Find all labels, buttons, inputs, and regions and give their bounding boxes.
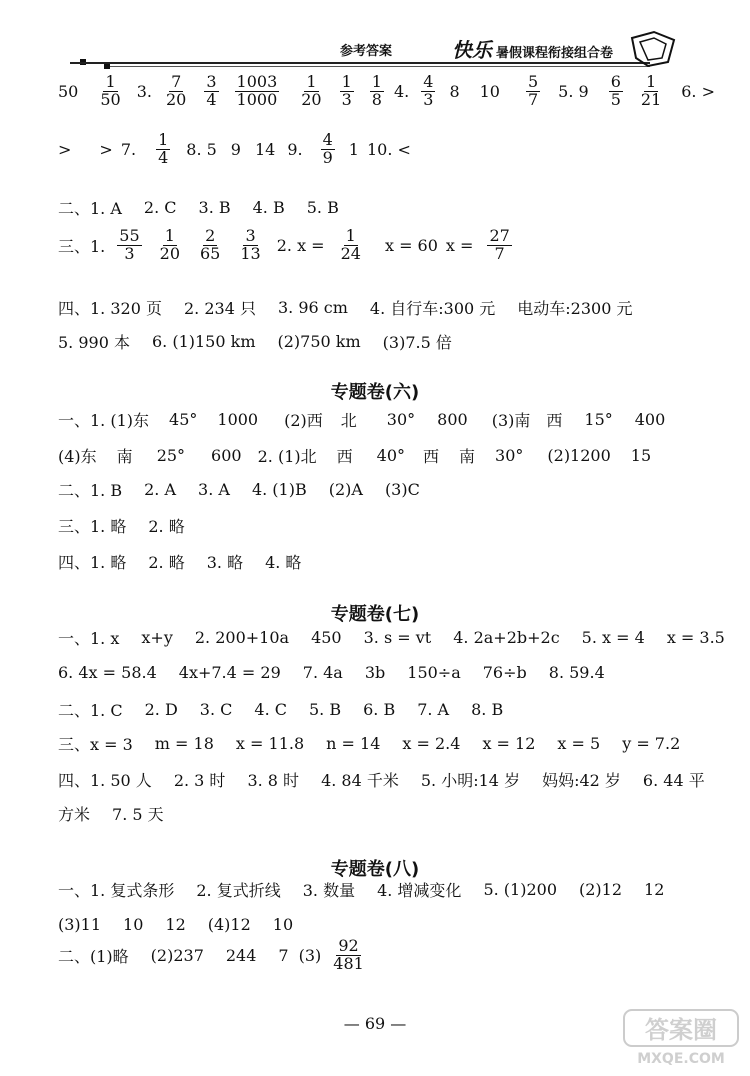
answer-token: 12: [644, 880, 665, 899]
numerator: 27: [489, 226, 510, 245]
answer-token: x = 3.5: [666, 628, 725, 647]
answer-token: 4. C: [254, 700, 287, 719]
answer-token: 5. (1)200: [483, 880, 557, 899]
denominator: 8: [371, 89, 382, 109]
answer-line: [58, 550, 301, 573]
denominator: 481: [333, 953, 364, 973]
answer-token: 7: [278, 945, 289, 965]
answer-token: 三、x = 3: [58, 735, 133, 754]
answer-token: (2)西: [284, 411, 323, 430]
answer-token: 2. 复式折线: [196, 881, 281, 900]
answer-token: 电动车:2300 元: [517, 299, 633, 318]
answer-token: 3. 96 cm: [277, 298, 348, 317]
answer-token: 14: [254, 139, 276, 159]
answer-token: 2. 3 时: [173, 771, 226, 790]
header-rule-thin: [110, 66, 650, 67]
answer-token: 6. >: [681, 81, 716, 101]
answer-token: 3. 略: [206, 553, 244, 572]
denominator: 9: [322, 147, 333, 167]
answer-token: 4x+7.4 = 29: [178, 663, 281, 682]
answer-line: [58, 802, 164, 825]
answer-token: 2. 234 只: [183, 299, 256, 318]
answer-token: 4.: [393, 81, 410, 101]
answer-token: 3. 8 时: [247, 771, 300, 790]
section-title-eight: 专题卷(八): [330, 859, 420, 880]
answer-token: 6. B: [363, 700, 396, 719]
fraction: [156, 132, 170, 167]
watermark-logo-icon: [622, 1008, 740, 1068]
denominator: 3: [423, 89, 434, 109]
answer-token: >: [58, 139, 72, 159]
answer-token: 5. B: [306, 198, 339, 217]
answer-token: 15°: [584, 410, 613, 429]
answer-token: 600: [211, 446, 242, 465]
section-title-seven: 专题卷(七): [330, 604, 420, 625]
answer-token: x = 60: [384, 235, 438, 255]
answer-token: (3)7.5 倍: [382, 333, 452, 352]
denominator: 4: [206, 89, 217, 109]
answer-token: 5. 小明:14 岁: [420, 771, 521, 790]
answer-line: [58, 132, 411, 167]
numerator: 1: [645, 72, 657, 91]
answer-token: 45°: [169, 410, 198, 429]
answer-token: 二、1. C: [58, 701, 123, 720]
fraction: [639, 74, 663, 109]
answer-token: 4. B: [252, 198, 285, 217]
answer-token: 15: [630, 446, 652, 465]
book-logo-icon: [628, 28, 678, 70]
answer-line: [58, 732, 680, 755]
answer-token: 3b: [364, 663, 386, 682]
fraction: [98, 74, 122, 109]
fraction: [487, 228, 511, 263]
answer-token: 4. 84 千米: [321, 771, 399, 790]
answer-token: 5. 990 本: [58, 333, 130, 352]
answer-token: x = 2.4: [402, 734, 461, 753]
fraction: [321, 132, 335, 167]
denominator: 21: [640, 89, 662, 109]
answer-token: 2. D: [144, 700, 178, 719]
answer-token: 5. B: [308, 700, 342, 719]
answer-line: [58, 408, 665, 431]
fraction: [331, 938, 366, 973]
answer-token: 2. A: [144, 480, 177, 499]
answer-token: 10: [479, 81, 500, 101]
numerator: 3: [245, 226, 256, 245]
answer-token: x+y: [141, 628, 173, 647]
answer-token: 25°: [156, 446, 186, 465]
numerator: 4: [322, 130, 333, 149]
numerator: 1: [164, 226, 175, 245]
answer-token: 方米: [58, 805, 91, 824]
answer-token: 4. 增减变化: [377, 881, 462, 900]
answer-token: x =: [445, 235, 474, 255]
answer-line: [58, 296, 632, 319]
svg-text:答案圈: 答案圈: [645, 1016, 717, 1044]
answer-token: 7.: [120, 139, 137, 159]
fraction: [526, 74, 540, 109]
answer-line: [58, 478, 420, 501]
answer-token: 450: [311, 628, 342, 647]
fraction: [164, 74, 188, 109]
answer-line: [58, 444, 651, 467]
fraction: [421, 74, 435, 109]
answer-token: 2. (1)北: [257, 447, 317, 466]
answer-token: 9: [230, 139, 241, 159]
answer-token: 4. (1)B: [251, 480, 307, 499]
answer-token: 2. x =: [276, 235, 325, 255]
answer-token: 二、1. A: [58, 199, 122, 218]
answer-token: 5. x = 4: [581, 628, 645, 647]
answer-token: 一、1. (1)东: [58, 411, 150, 430]
answer-token: 800: [437, 410, 468, 429]
answer-token: 6. 4x = 58.4: [58, 663, 157, 682]
answer-token: 四、1. 略: [58, 553, 127, 572]
denominator: 24: [340, 243, 361, 263]
numerator: 1: [306, 72, 317, 91]
numerator: 6: [610, 72, 621, 91]
answer-token: (2)237: [150, 945, 204, 965]
answer-token: 西: [546, 411, 563, 430]
answer-token: 三、1. 略: [58, 517, 127, 536]
answer-token: 10: [123, 915, 144, 934]
answer-token: 3. A: [198, 480, 230, 499]
answer-token: 7. A: [417, 700, 450, 719]
answer-token: 8. 5: [186, 139, 217, 159]
answer-token: 西: [336, 447, 353, 466]
numerator: 2: [205, 226, 216, 245]
answer-token: m = 18: [154, 734, 214, 753]
answer-token: 2. 200+10a: [194, 628, 290, 647]
answer-token: (3)南: [491, 411, 531, 430]
numerator: 5: [527, 72, 539, 91]
answer-line: [58, 74, 715, 109]
header-series: 暑假课程衔接组合卷: [496, 46, 614, 61]
answer-token: 8. 59.4: [548, 663, 605, 682]
fraction: [609, 74, 623, 109]
fraction: [117, 228, 141, 263]
answer-token: 30°: [495, 446, 524, 465]
denominator: 3: [124, 243, 135, 263]
fraction: [204, 74, 218, 109]
answer-token: 二、(1)略: [58, 946, 129, 966]
answer-token: 3. s = vt: [363, 628, 432, 647]
header-label: 参考答案: [340, 44, 393, 59]
answer-line: [58, 878, 664, 901]
answer-token: 10. <: [366, 139, 411, 159]
answer-token: 7. 4a: [302, 663, 343, 682]
answer-line: [58, 514, 185, 537]
answer-line: [58, 914, 293, 934]
fraction: [198, 228, 222, 263]
answer-token: 北: [340, 411, 357, 430]
answer-line: [58, 662, 605, 682]
answer-token: 一、1. 复式条形: [58, 881, 175, 900]
answer-token: 10: [272, 915, 294, 934]
denominator: 5: [610, 89, 621, 109]
answer-token: (3): [298, 945, 322, 965]
denominator: 3: [341, 89, 352, 109]
answer-token: 3.: [136, 81, 152, 101]
answer-token: (2)1200: [547, 446, 611, 465]
denominator: 20: [165, 89, 187, 109]
numerator: 92: [338, 936, 359, 955]
numerator: 1: [158, 130, 169, 149]
denominator: 7: [494, 243, 505, 263]
answer-token: x = 11.8: [235, 734, 305, 753]
numerator: 55: [119, 226, 140, 245]
answer-token: (2)750 km: [277, 332, 361, 351]
numerator: 1: [345, 226, 356, 245]
answer-token: 2. C: [143, 198, 177, 217]
answer-token: 9.: [287, 139, 303, 159]
answer-token: 四、1. 50 人: [58, 771, 152, 790]
answer-token: (4)12: [207, 915, 251, 934]
answer-token: 西: [423, 447, 440, 466]
denominator: 4: [158, 147, 169, 167]
answer-token: 4. 略: [265, 553, 302, 572]
page-number: — 69 —: [343, 1014, 407, 1033]
answer-token: 40°: [376, 446, 405, 465]
answer-token: 1000: [217, 410, 259, 429]
answer-line: [58, 228, 512, 263]
answer-token: 3. 数量: [302, 881, 356, 900]
answer-token: 8. B: [471, 700, 504, 719]
section-title-six: 专题卷(六): [330, 382, 420, 403]
numerator: 1: [341, 72, 352, 91]
answer-token: 244: [225, 945, 257, 965]
denominator: 65: [200, 243, 221, 263]
denominator: 1000: [236, 89, 278, 109]
answer-token: n = 14: [326, 734, 381, 753]
answer-token: 2. 略: [148, 517, 185, 536]
svg-text:MXQE.COM: MXQE.COM: [637, 1051, 725, 1067]
answer-token: 150÷a: [407, 663, 461, 682]
answer-token: 2. 略: [148, 553, 185, 572]
answer-line: [58, 768, 705, 791]
numerator: 4: [423, 72, 434, 91]
fraction: [158, 228, 182, 263]
answer-token: 妈妈:42 岁: [542, 771, 621, 790]
header-rule: [70, 62, 650, 64]
answer-token: 6. 44 平: [642, 771, 705, 790]
answer-token: y = 7.2: [622, 734, 681, 753]
denominator: 7: [527, 89, 539, 109]
fraction: [238, 228, 262, 263]
answer-token: 四、1. 320 页: [58, 299, 162, 318]
answer-token: x = 12: [482, 734, 536, 753]
answer-token: 7. 5 天: [112, 805, 164, 824]
fraction: [339, 228, 363, 263]
answer-token: 5. 9: [558, 81, 589, 101]
answer-token: >: [99, 139, 113, 159]
answer-line: [58, 196, 339, 219]
denominator: 13: [240, 243, 261, 263]
fraction: [340, 74, 354, 109]
answer-token: 1: [348, 139, 359, 159]
fraction: [299, 74, 323, 109]
numerator: 7: [171, 72, 182, 91]
fraction: [235, 74, 280, 109]
answer-token: 30°: [386, 410, 416, 429]
answer-token: 3. C: [199, 700, 233, 719]
numerator: 3: [206, 72, 217, 91]
denominator: 20: [159, 243, 180, 263]
header-brand: 快乐: [452, 38, 492, 62]
fraction: [370, 74, 384, 109]
answer-token: 8: [449, 81, 460, 101]
answer-token: 南: [459, 447, 476, 466]
answer-token: 400: [634, 410, 666, 429]
answer-token: 76÷b: [482, 663, 527, 682]
answer-token: 6. (1)150 km: [151, 332, 256, 351]
answer-token: 二、1. B: [58, 481, 123, 500]
answer-token: 4. 自行车:300 元: [369, 299, 496, 318]
answer-token: 50: [58, 81, 79, 101]
answer-token: 12: [165, 915, 186, 934]
answer-token: (4)东: [58, 447, 97, 466]
answer-line: [58, 626, 725, 649]
answer-token: (3)11: [58, 915, 102, 934]
answer-token: (2)A: [328, 480, 363, 499]
denominator: 50: [100, 89, 121, 109]
answer-line: [58, 330, 452, 353]
denominator: 20: [301, 89, 322, 109]
answer-line: [58, 938, 366, 973]
answer-token: x = 5: [557, 734, 601, 753]
numerator: 1: [371, 72, 382, 91]
answer-token: 南: [116, 447, 133, 466]
numerator: 1: [105, 72, 116, 91]
answer-token: 三、1.: [58, 236, 106, 256]
answer-token: 4. 2a+2b+2c: [453, 628, 560, 647]
answer-token: (3)C: [384, 480, 420, 499]
answer-token: 3. B: [198, 198, 231, 217]
answer-token: (2)12: [579, 880, 623, 899]
answer-line: [58, 698, 503, 721]
numerator: 1003: [236, 72, 278, 91]
answer-token: 一、1. x: [58, 629, 120, 648]
